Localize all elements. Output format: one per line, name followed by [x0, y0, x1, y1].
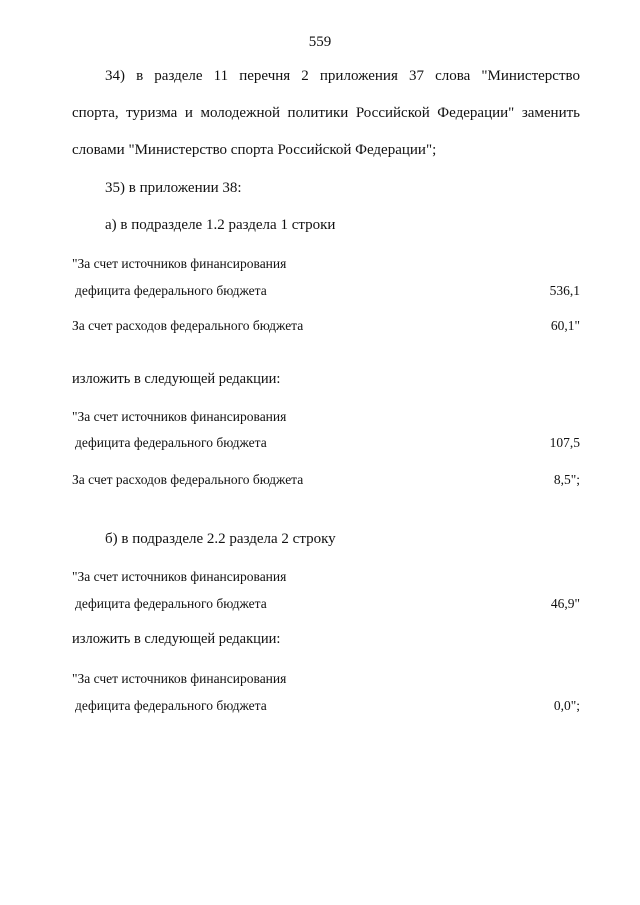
row-value: 8,5"; [553, 472, 580, 487]
row-label-line1: "За счет источников финансирования [72, 671, 287, 686]
row-label-line2: дефицита федерального бюджета [75, 698, 267, 713]
row-label-line1: "За счет источников финансирования [72, 569, 287, 584]
row-value: 60,1" [550, 318, 580, 333]
row-label-line1: За счет расходов федерального бюджета [72, 318, 304, 333]
item34-line2: спорта, туризма и молодежной политики Российской Федерации" заменить [72, 105, 580, 121]
row-label-line2: дефицита федерального бюджета [75, 435, 267, 450]
item35b-heading: б) в подразделе 2.2 раздела 2 строку [105, 531, 336, 547]
row-label-line1: "За счет источников финансирования [72, 256, 287, 271]
item34-line1: 34) в разделе 11 перечня 2 приложения 37 слова "Министерство [105, 68, 580, 84]
row-value: 536,1 [549, 283, 580, 298]
page-number: 559 [308, 34, 332, 50]
row-label-line1: За счет расходов федерального бюджета [72, 472, 304, 487]
row-label-line2: дефицита федерального бюджета [75, 283, 267, 298]
row-value: 0,0"; [553, 698, 580, 713]
replace-text-b: изложить в следующей редакции: [72, 631, 281, 647]
item35a-heading: а) в подразделе 1.2 раздела 1 строки [105, 217, 336, 233]
row-value: 107,5 [549, 435, 580, 450]
item35-heading: 35) в приложении 38: [105, 180, 242, 196]
row-label-line2: дефицита федерального бюджета [75, 596, 267, 611]
item34-line3: словами "Министерство спорта Российской Федерации"; [72, 142, 437, 158]
row-label-line1: "За счет источников финансирования [72, 409, 287, 424]
row-value: 46,9" [550, 596, 580, 611]
replace-text-a: изложить в следующей редакции: [72, 371, 281, 387]
